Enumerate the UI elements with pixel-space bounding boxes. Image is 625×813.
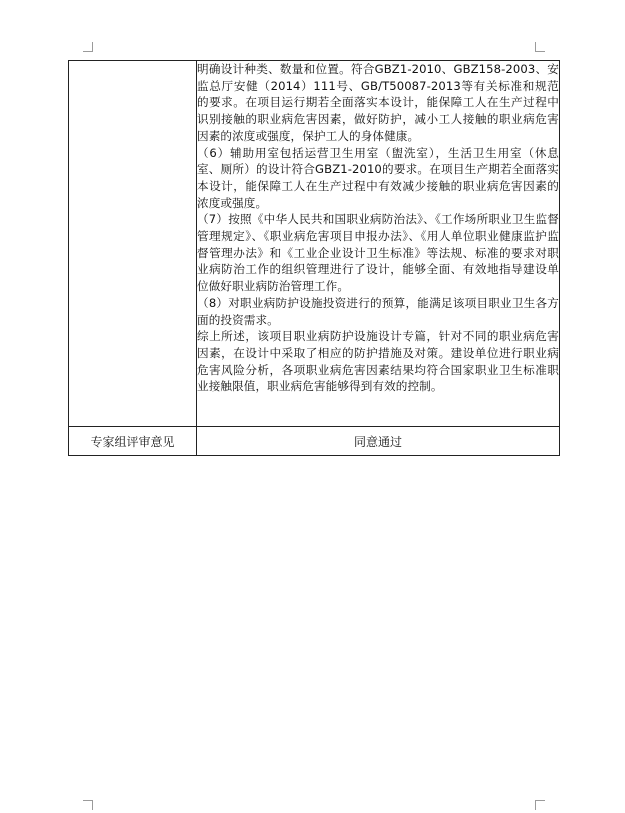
crop-mark-bottom-right [535,800,545,810]
conclusion-row [69,61,560,427]
opinion-label: 专家组评审意见 [69,427,197,456]
crop-mark-bottom-left [83,800,93,810]
crop-mark-top-right [535,42,545,52]
crop-mark-top-left [83,42,93,52]
review-table [68,60,560,456]
conclusion-paragraph: （6）辅助用室包括运营卫生用室（盥洗室），生活卫生用室（休息室、厕所）的设计符合GBZ1-2010的要求。在项目生产期若全面落实本设计，能保障工人在生产过程中有效减少接触的职业病危害因素的浓度或强度。 [197,145,559,210]
conclusion-label-cell [69,61,197,427]
conclusion-paragraph: 综上所述，该项目职业病防护设施设计专篇，针对不同的职业病危害因素，在设计中采取了相应的防护措施及对策。建设单位进行职业病危害风险分析，各项职业病危害因素结果均符合国家职业卫生标准职业接触限值，职业病危害能够得到有效的控制。 [197,329,559,394]
conclusion-paragraph: （8）对职业病防护设施投资进行的预算，能满足该项目职业卫生各方面的投资需求。 [197,295,559,327]
opinion-row [69,427,560,456]
opinion-value: 同意通过 [197,427,560,456]
conclusion-paragraph: 明确设计种类、数量和位置。符合GBZ1-2010、GBZ158-2003、安监总厅安健（2014）111号、GB/T50087-2013等有关标准和规范的要求。在项目运行期若全面落实本设计，能保障工人在生产过程中识别接触的职业病危害因素，做好防护，减小工人接触的职业病危害因素的浓度或强度，保护工人的身体健康。 [197,62,559,143]
conclusion-paragraph: （7）按照《中华人民共和国职业病防治法》、《工作场所职业卫生监督管理规定》、《职业病危害项目申报办法》、《用人单位职业健康监护监督管理办法》和《工业企业设计卫生标准》等法规、标准的要求对职业病防治工作的组织管理进行了设计，能够全面、有效地指导建设单位做好职业病防治管理工作。 [197,212,559,294]
conclusion-content-cell [197,61,560,427]
